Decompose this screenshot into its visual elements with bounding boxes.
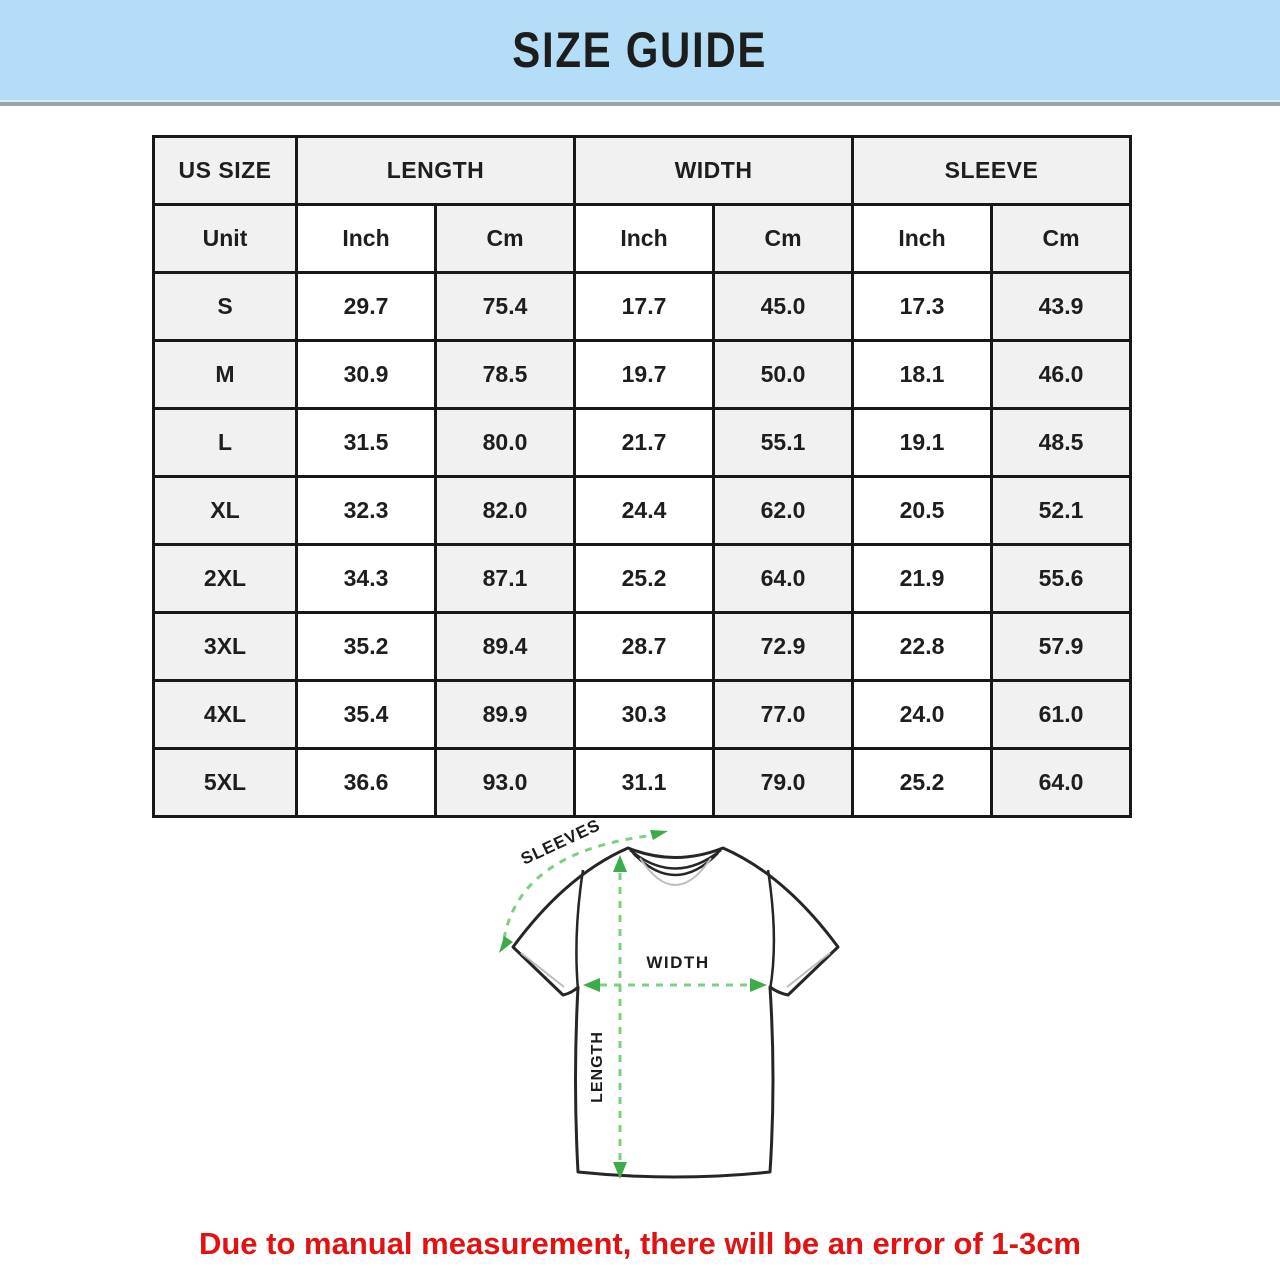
value-cell-length-inch: 31.5 — [297, 409, 436, 477]
sleeves-arrowhead-bottom — [499, 936, 513, 953]
col-header-length: LENGTH — [297, 137, 575, 205]
size-cell: XL — [154, 477, 297, 545]
value-cell-width-inch: 17.7 — [575, 273, 714, 341]
value-cell-length-inch: 34.3 — [297, 545, 436, 613]
sleeves-label: SLEEVES — [517, 815, 604, 869]
value-cell-sleeve-cm: 64.0 — [992, 749, 1131, 817]
table-row — [154, 681, 1131, 749]
size-cell: S — [154, 273, 297, 341]
value-cell-sleeve-cm: 57.9 — [992, 613, 1131, 681]
value-cell-length-cm: 75.4 — [436, 273, 575, 341]
tshirt-measurement-diagram — [420, 815, 940, 1215]
table-row — [154, 749, 1131, 817]
value-cell-sleeve-inch: 20.5 — [853, 477, 992, 545]
length-label: LENGTH — [589, 1031, 606, 1103]
table-row — [154, 545, 1131, 613]
unit-cell-length-inch: Inch — [297, 205, 436, 273]
value-cell-width-cm: 45.0 — [714, 273, 853, 341]
value-cell-length-inch: 32.3 — [297, 477, 436, 545]
value-cell-width-inch: 21.7 — [575, 409, 714, 477]
value-cell-sleeve-inch: 22.8 — [853, 613, 992, 681]
value-cell-width-cm: 77.0 — [714, 681, 853, 749]
unit-cell-width-cm: Cm — [714, 205, 853, 273]
page-title: SIZE GUIDE — [512, 22, 768, 78]
size-cell: L — [154, 409, 297, 477]
table-row — [154, 409, 1131, 477]
unit-cell-sleeve-cm: Cm — [992, 205, 1131, 273]
unit-cell-sleeve-inch: Inch — [853, 205, 992, 273]
value-cell-length-cm: 87.1 — [436, 545, 575, 613]
unit-cell-length-cm: Cm — [436, 205, 575, 273]
size-cell: M — [154, 341, 297, 409]
value-cell-width-cm: 79.0 — [714, 749, 853, 817]
value-cell-length-cm: 82.0 — [436, 477, 575, 545]
value-cell-length-inch: 35.2 — [297, 613, 436, 681]
size-cell: 4XL — [154, 681, 297, 749]
unit-cell-width-inch: Inch — [575, 205, 714, 273]
col-header-width: WIDTH — [575, 137, 853, 205]
value-cell-sleeve-cm: 43.9 — [992, 273, 1131, 341]
width-label: WIDTH — [646, 953, 710, 972]
value-cell-sleeve-cm: 55.6 — [992, 545, 1131, 613]
value-cell-width-cm: 55.1 — [714, 409, 853, 477]
value-cell-length-cm: 93.0 — [436, 749, 575, 817]
value-cell-length-cm: 89.9 — [436, 681, 575, 749]
value-cell-width-inch: 30.3 — [575, 681, 714, 749]
value-cell-sleeve-cm: 52.1 — [992, 477, 1131, 545]
value-cell-sleeve-cm: 48.5 — [992, 409, 1131, 477]
col-header-us-size: US SIZE — [154, 137, 297, 205]
value-cell-width-inch: 25.2 — [575, 545, 714, 613]
size-cell: 2XL — [154, 545, 297, 613]
value-cell-width-inch: 31.1 — [575, 749, 714, 817]
value-cell-width-cm: 72.9 — [714, 613, 853, 681]
header-band — [0, 0, 1280, 100]
value-cell-length-inch: 36.6 — [297, 749, 436, 817]
value-cell-length-cm: 80.0 — [436, 409, 575, 477]
value-cell-width-cm: 62.0 — [714, 477, 853, 545]
table-row — [154, 273, 1131, 341]
value-cell-width-cm: 50.0 — [714, 341, 853, 409]
value-cell-sleeve-inch: 17.3 — [853, 273, 992, 341]
col-header-sleeve: SLEEVE — [853, 137, 1131, 205]
table-row — [154, 477, 1131, 545]
value-cell-width-inch: 28.7 — [575, 613, 714, 681]
value-cell-length-cm: 78.5 — [436, 341, 575, 409]
value-cell-sleeve-inch: 24.0 — [853, 681, 992, 749]
value-cell-sleeve-inch: 18.1 — [853, 341, 992, 409]
value-cell-length-inch: 35.4 — [297, 681, 436, 749]
value-cell-sleeve-cm: 46.0 — [992, 341, 1131, 409]
value-cell-width-inch: 24.4 — [575, 477, 714, 545]
table-body — [154, 273, 1131, 817]
table-row — [154, 341, 1131, 409]
value-cell-length-inch: 30.9 — [297, 341, 436, 409]
value-cell-width-inch: 19.7 — [575, 341, 714, 409]
table-group-header-row — [154, 137, 1131, 205]
value-cell-sleeve-inch: 19.1 — [853, 409, 992, 477]
value-cell-length-inch: 29.7 — [297, 273, 436, 341]
measurement-disclaimer: Due to manual measurement, there will be an error of 1-3cm — [198, 1226, 1082, 1261]
tshirt-outline — [513, 848, 838, 1177]
size-cell: 3XL — [154, 613, 297, 681]
table-unit-row — [154, 205, 1131, 273]
value-cell-sleeve-inch: 21.9 — [853, 545, 992, 613]
table-row — [154, 613, 1131, 681]
sleeves-arrowhead-top — [650, 830, 668, 840]
unit-cell: Unit — [154, 205, 297, 273]
size-table-wrap — [152, 135, 1132, 818]
size-table — [152, 135, 1132, 818]
header-band-edge — [0, 100, 1280, 106]
value-cell-sleeve-inch: 25.2 — [853, 749, 992, 817]
value-cell-length-cm: 89.4 — [436, 613, 575, 681]
size-cell: 5XL — [154, 749, 297, 817]
value-cell-sleeve-cm: 61.0 — [992, 681, 1131, 749]
value-cell-width-cm: 64.0 — [714, 545, 853, 613]
